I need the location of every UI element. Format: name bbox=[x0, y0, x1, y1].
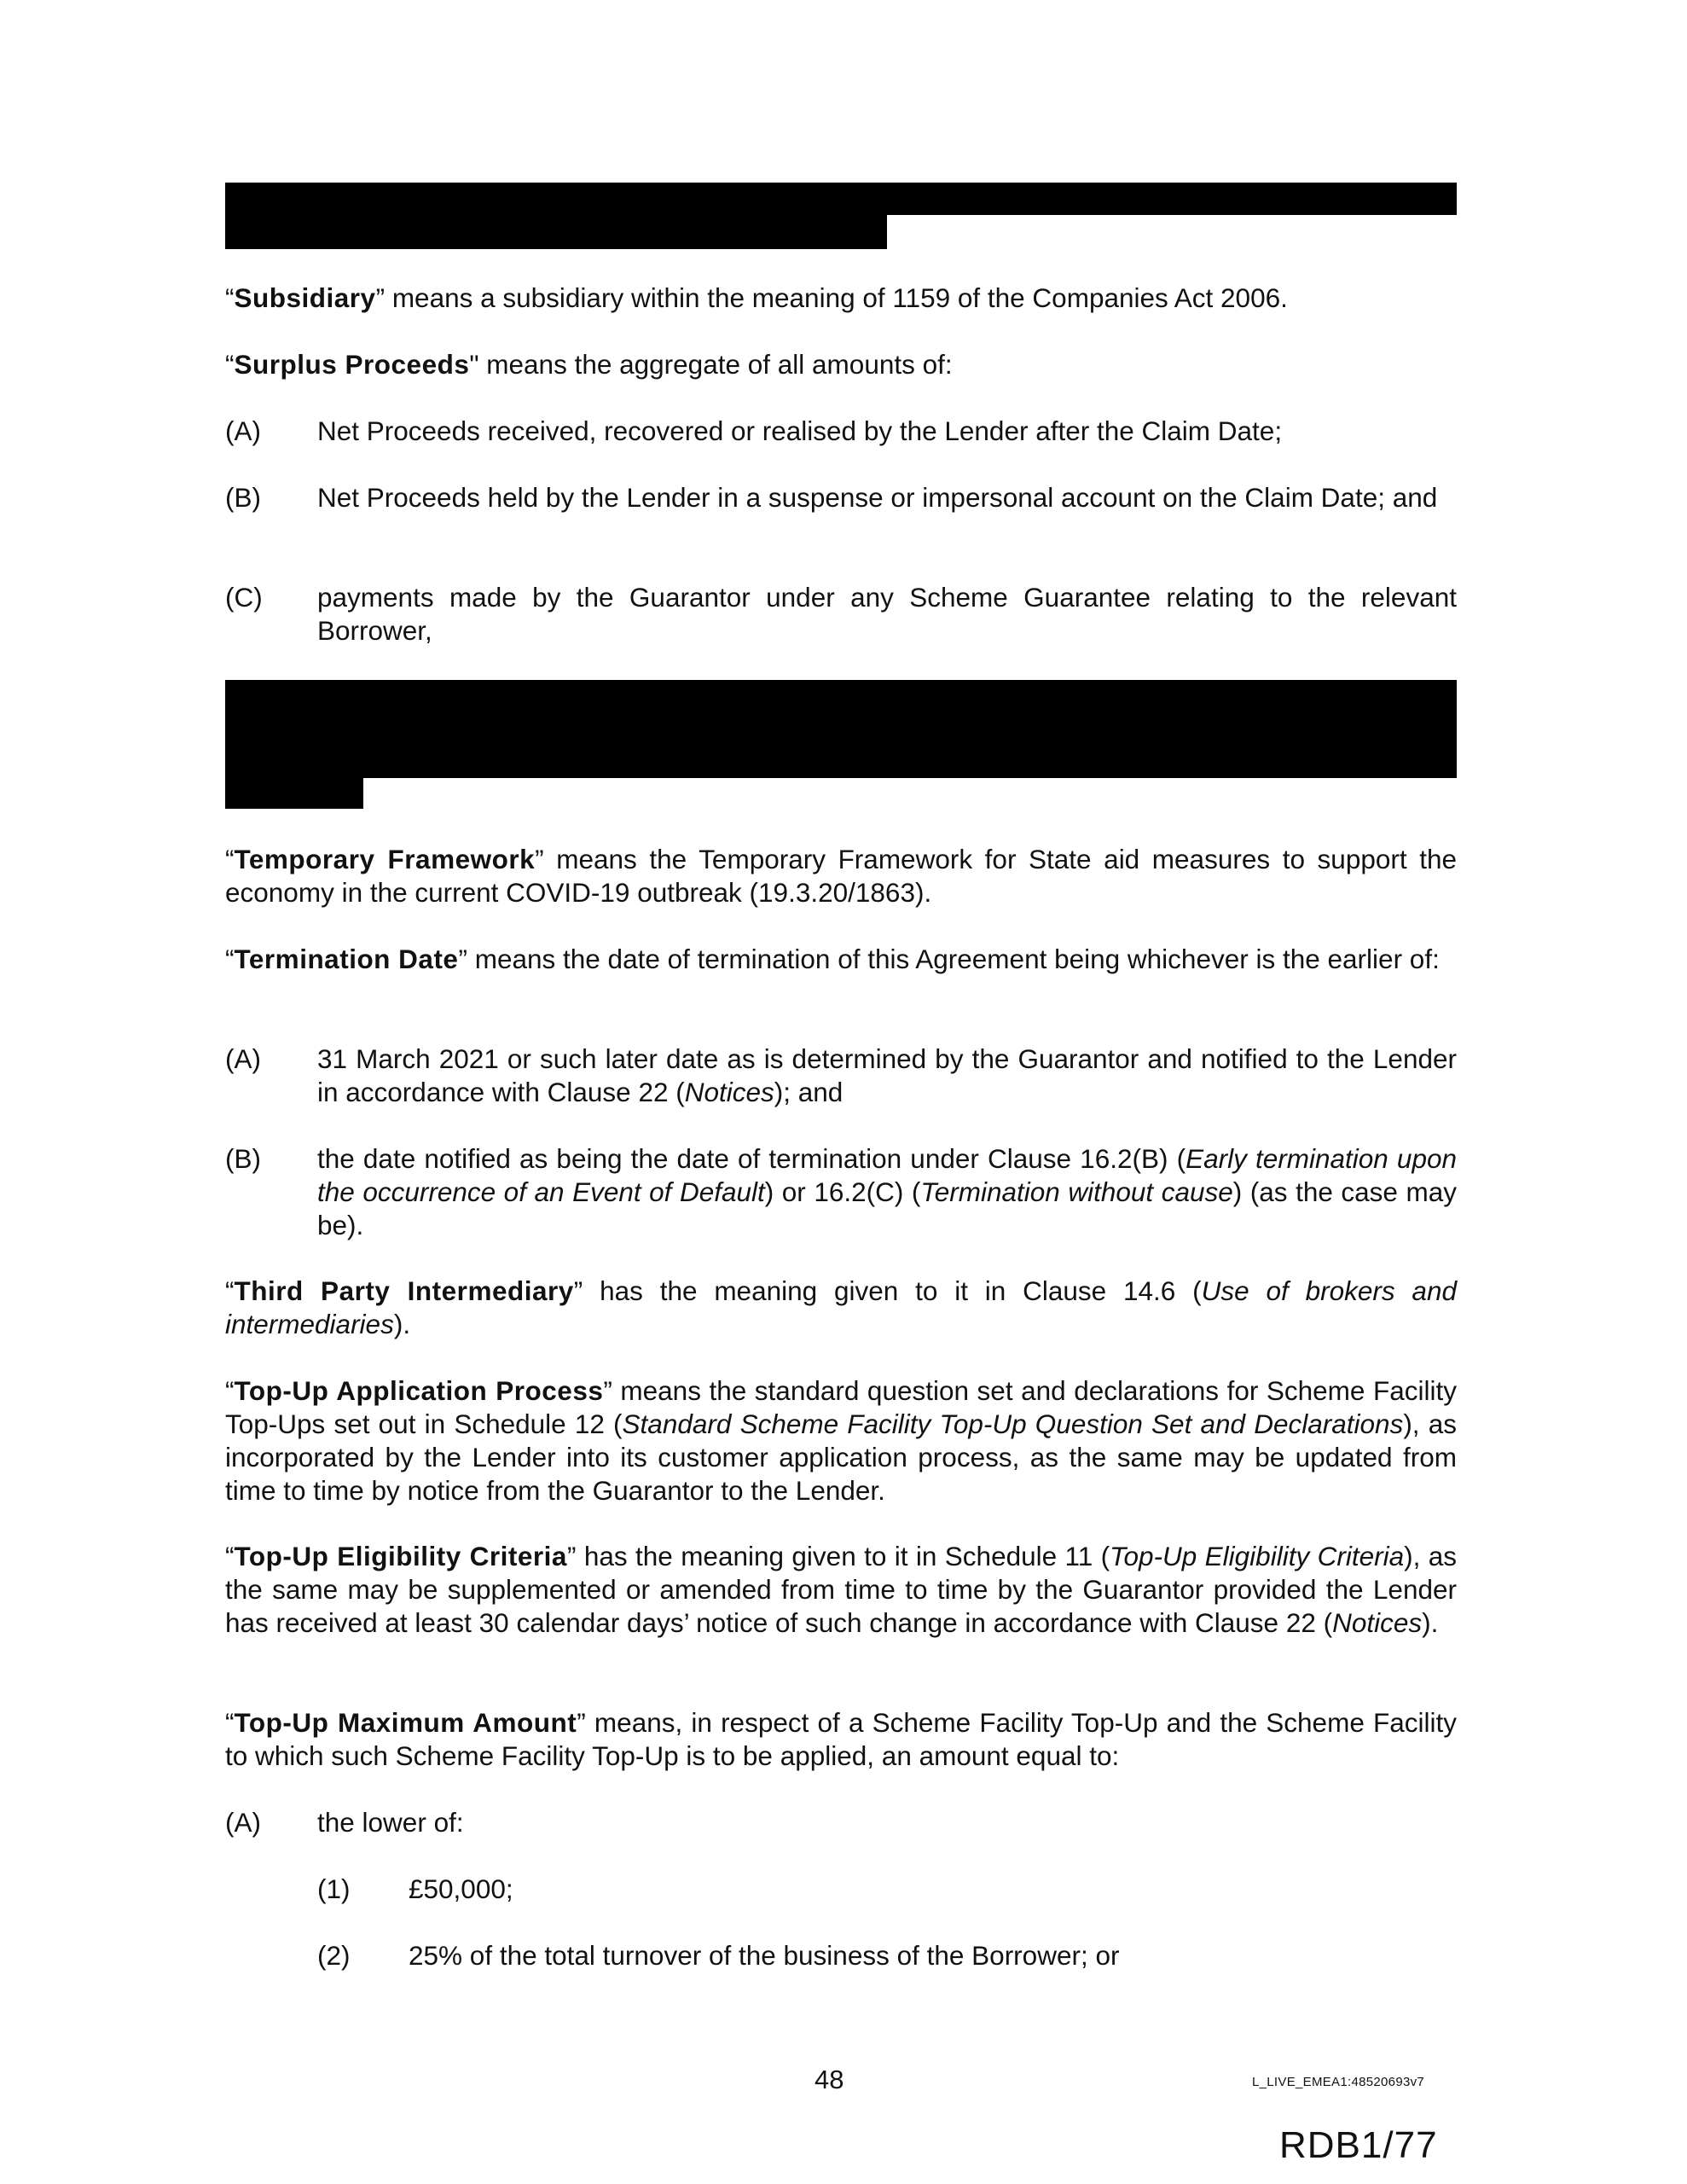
list-marker: (C) bbox=[225, 582, 263, 613]
definition-text: means the Temporary Framework for State aid measures to support the economy in the current COVID-19 outbreak (19.3.20/1863). bbox=[225, 844, 1458, 908]
text-run: means the standard question set and declarations for Scheme Facility Top-Ups set out in Schedule 12 ( bbox=[225, 1375, 1457, 1439]
text-run: ) (as the case may be). bbox=[317, 1176, 1457, 1240]
list-item: Net Proceeds held by the Lender in a suspense or impersonal account on the Claim Date; and bbox=[317, 482, 1438, 513]
text-run: ). bbox=[1422, 1607, 1439, 1638]
list-item: Net Proceeds received, recovered or realised by the Lender after the Claim Date; bbox=[317, 415, 1283, 446]
term: Surplus Proceeds bbox=[234, 349, 470, 380]
italic-run: Top-Up Eligibility Criteria bbox=[1110, 1541, 1405, 1571]
list-item bbox=[317, 1142, 1457, 1242]
definition-temporary-framework: “Temporary Framework” means the Temporary Framework for State aid measures to support the economy in the current COVID-19 outbreak (19.3.20/1863). bbox=[225, 844, 1458, 908]
redaction-block bbox=[225, 183, 1457, 215]
list-marker: (B) bbox=[225, 482, 261, 513]
text-run: ) or 16.2(C) ( bbox=[764, 1176, 921, 1207]
sublist-marker: (1) bbox=[317, 1873, 351, 1904]
definition-third-party-intermediary: “Third Party Intermediary” has the meaning given to it in Clause 14.6 (Use of brokers and intermediaries). bbox=[225, 1275, 1457, 1339]
redaction-block bbox=[225, 775, 363, 809]
definition-top-up-eligibility-criteria: “Top-Up Eligibility Criteria” has the meaning given to it in Schedule 11 (Top-Up Eligibility Criteria), as the same may be supplemented or amended from time to time by the Guarantor provided the Lender has received at least 30 calendar days’ notice of such change in accordance with Clause 22 (Notices). bbox=[225, 1541, 1458, 1638]
italic-run: Notices bbox=[684, 1077, 774, 1107]
text-run: ); and bbox=[774, 1077, 844, 1107]
definition-text: means a subsidiary within the meaning of 1159 of the Companies Act 2006. bbox=[385, 282, 1288, 313]
sublist-marker: (2) bbox=[317, 1940, 351, 1971]
definition-text: means, in respect of a Scheme Facility Top-Up and the Scheme Facility to which such Scheme Facility Top-Up is to be applied, an amount equal to: bbox=[225, 1707, 1457, 1771]
term: Top-Up Application Process bbox=[234, 1375, 604, 1406]
list-item bbox=[317, 1043, 1457, 1109]
definition-text: means the date of termination of this Agreement being whichever is the earlier of: bbox=[467, 944, 1440, 974]
text-run: ), as incorporated by the Lender into its customer application process, as the same may be updated from time to time by notice from the Guarantor to the Lender. bbox=[225, 1409, 1457, 1506]
definition-top-up-application-process: “Top-Up Application Process” means the standard question set and declarations for Scheme Facility Top-Ups set out in Schedule 12 (Standard Scheme Facility Top-Up Question Set and Declarations), as incorporated by the Lender into its customer application process, as the same may be updated from time to time by notice from the Guarantor to the Lender. bbox=[225, 1375, 1457, 1506]
italic-run: Standard Scheme Facility Top-Up Question Set and Declarations bbox=[622, 1409, 1404, 1439]
definition-surplus-proceeds: “Surplus Proceeds" means the aggregate of all amounts of: bbox=[225, 349, 953, 380]
term: Termination Date bbox=[234, 944, 459, 974]
term: Top-Up Maximum Amount bbox=[234, 1707, 577, 1738]
term: Subsidiary bbox=[234, 282, 376, 313]
text-run: the date notified as being the date of termination under Clause 16.2(B) ( bbox=[317, 1143, 1186, 1174]
italic-run: Notices bbox=[1332, 1607, 1423, 1638]
italic-run: Early termination upon the occurrence of an Event of Default bbox=[317, 1143, 1458, 1207]
definition-text: means the aggregate of all amounts of: bbox=[478, 349, 953, 380]
text-run: ). bbox=[393, 1309, 411, 1339]
italic-run: Use of brokers and intermediaries bbox=[225, 1275, 1457, 1339]
sublist-item: £50,000; bbox=[409, 1873, 513, 1904]
sublist-item: 25% of the total turnover of the business of the Borrower; or bbox=[409, 1940, 1120, 1971]
list-marker: (B) bbox=[225, 1143, 261, 1174]
term: Temporary Framework bbox=[234, 844, 536, 874]
list-item: payments made by the Guarantor under any Scheme Guarantee relating to the relevant Borrower, bbox=[317, 582, 1457, 646]
text-run: ), as the same may be supplemented or amended from time to time by the Guarantor provided the Lender has received at least 30 calendar days’ notice of such change in accordance with Clause 22 ( bbox=[225, 1541, 1458, 1638]
italic-run: Termination without cause bbox=[920, 1176, 1233, 1207]
text-run: has the meaning given to it in Clause 14.6 ( bbox=[583, 1275, 1202, 1306]
list-marker: (A) bbox=[225, 1807, 261, 1838]
text-run: 31 March 2021 or such later date as is determined by the Guarantor and notified to the Lender in accordance with Clause 22 ( bbox=[317, 1043, 1457, 1107]
text-run: has the meaning given to it in Schedule 11 ( bbox=[576, 1541, 1110, 1571]
term: Top-Up Eligibility Criteria bbox=[234, 1541, 567, 1571]
term: Third Party Intermediary bbox=[234, 1275, 574, 1306]
list-marker: (A) bbox=[225, 415, 261, 446]
redaction-block bbox=[225, 213, 887, 249]
redaction-block bbox=[225, 680, 1457, 778]
definition-subsidiary: “Subsidiary” means a subsidiary within the meaning of 1159 of the Companies Act 2006. bbox=[225, 282, 1288, 313]
page-number: 48 bbox=[815, 2065, 844, 2094]
definition-termination-date: “Termination Date” means the date of termination of this Agreement being whichever is the earlier of: bbox=[225, 944, 1440, 974]
list-item: the lower of: bbox=[317, 1807, 464, 1838]
list-marker: (A) bbox=[225, 1043, 261, 1074]
definition-top-up-maximum-amount: “Top-Up Maximum Amount” means, in respect of a Scheme Facility Top-Up and the Scheme Facility to which such Scheme Facility Top-Up is to be applied, an amount equal to: bbox=[225, 1707, 1457, 1771]
bundle-stamp: RDB1/77 bbox=[1279, 2124, 1438, 2166]
document-reference: L_LIVE_EMEA1:48520693v7 bbox=[1252, 2075, 1425, 2089]
